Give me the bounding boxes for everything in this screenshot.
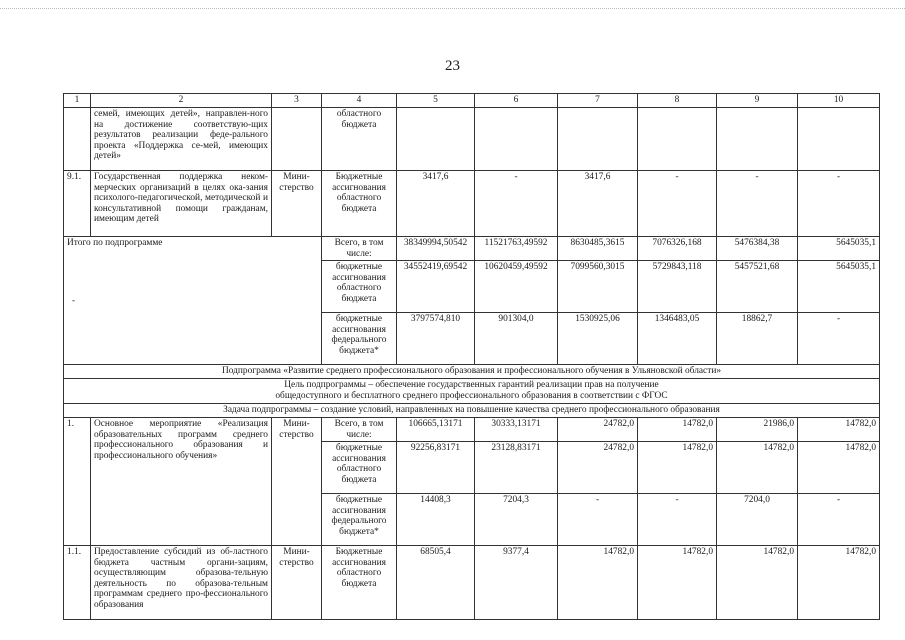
measure-name-cell: Государственная поддержка неком-мерческих организаций в целях ока-зания психолого-педагогической, методической и консультативной помощи гражданам, имеющим детей [91, 171, 272, 237]
value-cell: - [717, 171, 798, 237]
value-cell: 14782,0 [717, 442, 798, 494]
value-cell: 21986,0 [717, 418, 798, 442]
value-cell: 5476384,38 [717, 237, 798, 261]
value-cell: 3417,6 [558, 171, 638, 237]
goal-line: Цель подпрограммы – обеспечение государственных гарантий реализации прав на получение [284, 380, 659, 390]
header-row [64, 94, 880, 108]
value-cell: 34552419,69542 [397, 261, 475, 313]
table-row-1-1 [64, 546, 880, 620]
value-cell: 1530925,06 [558, 313, 638, 365]
subprogram-task: Задача подпрограммы – создание условий, направленных на повышение качества среднего профессионального образования [64, 404, 880, 418]
header-cell: 1 [64, 94, 91, 108]
value-cell: - [798, 171, 880, 237]
value-cell: 14782,0 [558, 546, 638, 620]
value-cell: - [798, 494, 880, 546]
funding-source-cell: бюджетные ассигнования областного бюджета [322, 442, 397, 494]
funding-source-cell: Всего, в том числе: [322, 237, 397, 261]
value-cell: - [798, 313, 880, 365]
value-cell: 14782,0 [638, 442, 717, 494]
value-cell: 901304,0 [475, 313, 558, 365]
funding-source-cell: бюджетные ассигнования федерального бюджета* [322, 494, 397, 546]
header-cell: 9 [717, 94, 798, 108]
header-cell: 6 [475, 94, 558, 108]
margin-mark: - [72, 295, 75, 305]
table-row-continued [64, 108, 880, 171]
value-cell: 24782,0 [558, 442, 638, 494]
scan-edge-dots [0, 8, 905, 10]
executor-cell: Мини-стерство [272, 171, 322, 237]
funding-source-cell: Бюджетные ассигнования областного бюджета [322, 171, 397, 237]
value-cell: 1346483,05 [638, 313, 717, 365]
header-cell: 8 [638, 94, 717, 108]
value-cell: 92256,83171 [397, 442, 475, 494]
total-label-cell: Итого по подпрограмме [64, 237, 322, 365]
funding-source-cell: областного бюджета [322, 108, 397, 171]
value-cell: 3797574,810 [397, 313, 475, 365]
value-cell: 18862,7 [717, 313, 798, 365]
value-cell: 23128,83171 [475, 442, 558, 494]
value-cell: - [638, 494, 717, 546]
executor-cell: Мини-стерство [272, 546, 322, 620]
funding-source-cell: бюджетные ассигнования областного бюджета [322, 261, 397, 313]
goal-row [64, 379, 880, 404]
funding-source-cell: Бюджетные ассигнования областного бюджета [322, 546, 397, 620]
measure-name-cell: Предоставление субсидий из об-ластного бюджета частным органи-зациям, осуществляющим образова-тельную деятельность по образова-тельным программам среднего про-фессионального образования [91, 546, 272, 620]
value-cell: 5645035,1 [798, 237, 880, 261]
value-cell: 7099560,3015 [558, 261, 638, 313]
value-cell: 14782,0 [638, 546, 717, 620]
value-cell: - [475, 171, 558, 237]
row-number-cell: 9.1. [64, 171, 91, 237]
value-cell: 14782,0 [638, 418, 717, 442]
value-cell: 68505,4 [397, 546, 475, 620]
header-cell: 10 [798, 94, 880, 108]
value-cell: 38349994,50542 [397, 237, 475, 261]
row-number-cell: 1.1. [64, 546, 91, 620]
header-cell: 5 [397, 94, 475, 108]
subprogram-goal [64, 379, 880, 404]
header-cell: 2 [91, 94, 272, 108]
value-cell: 14782,0 [798, 442, 880, 494]
header-cell: 7 [558, 94, 638, 108]
value-cell: - [638, 171, 717, 237]
value-cell: 5729843,118 [638, 261, 717, 313]
goal-line: общедоступного и бесплатного среднего профессионального образования в соответствии с ФГОС [275, 391, 668, 401]
value-cell: 5645035,1 [798, 261, 880, 313]
value-cell: 9377,4 [475, 546, 558, 620]
value-cell: 14782,0 [798, 418, 880, 442]
page-number: 23 [445, 58, 460, 74]
subprogram-title: Подпрограмма «Развитие среднего профессионального образования и профессионального обучения в Ульяновской области» [64, 365, 880, 379]
value-cell: 14408,3 [397, 494, 475, 546]
task-row [64, 404, 880, 418]
funding-source-cell: Всего, в том числе: [322, 418, 397, 442]
total-row-all [64, 237, 880, 261]
executor-cell: Мини-стерство [272, 418, 322, 546]
header-cell: 3 [272, 94, 322, 108]
value-cell: 11521763,49592 [475, 237, 558, 261]
row-number-cell: 1. [64, 418, 91, 546]
table-row-9-1 [64, 171, 880, 237]
value-cell: 10620459,49592 [475, 261, 558, 313]
table-row-1-all [64, 418, 880, 442]
measure-name-cell: семей, имеющих детей», направлен-ного на достижение соответствую-щих результатов реализации феде-рального проекта «Поддержка се-мей, имеющих детей» [91, 108, 272, 171]
funding-source-cell: бюджетные ассигнования федерального бюджета* [322, 313, 397, 365]
value-cell: 106665,13171 [397, 418, 475, 442]
value-cell: 7204,3 [475, 494, 558, 546]
value-cell: 8630485,3615 [558, 237, 638, 261]
value-cell: 14782,0 [717, 546, 798, 620]
value-cell: 24782,0 [558, 418, 638, 442]
subprogram-title-row [64, 365, 880, 379]
measure-name-cell: Основное мероприятие «Реализация образовательных программ среднего профессионального образования и профессионального обучения» [91, 418, 272, 546]
value-cell: 7076326,168 [638, 237, 717, 261]
value-cell: 3417,6 [397, 171, 475, 237]
budget-table [63, 93, 880, 620]
value-cell: 7204,0 [717, 494, 798, 546]
value-cell: 30333,13171 [475, 418, 558, 442]
value-cell: 14782,0 [798, 546, 880, 620]
header-cell: 4 [322, 94, 397, 108]
value-cell: 5457521,68 [717, 261, 798, 313]
value-cell: - [558, 494, 638, 546]
